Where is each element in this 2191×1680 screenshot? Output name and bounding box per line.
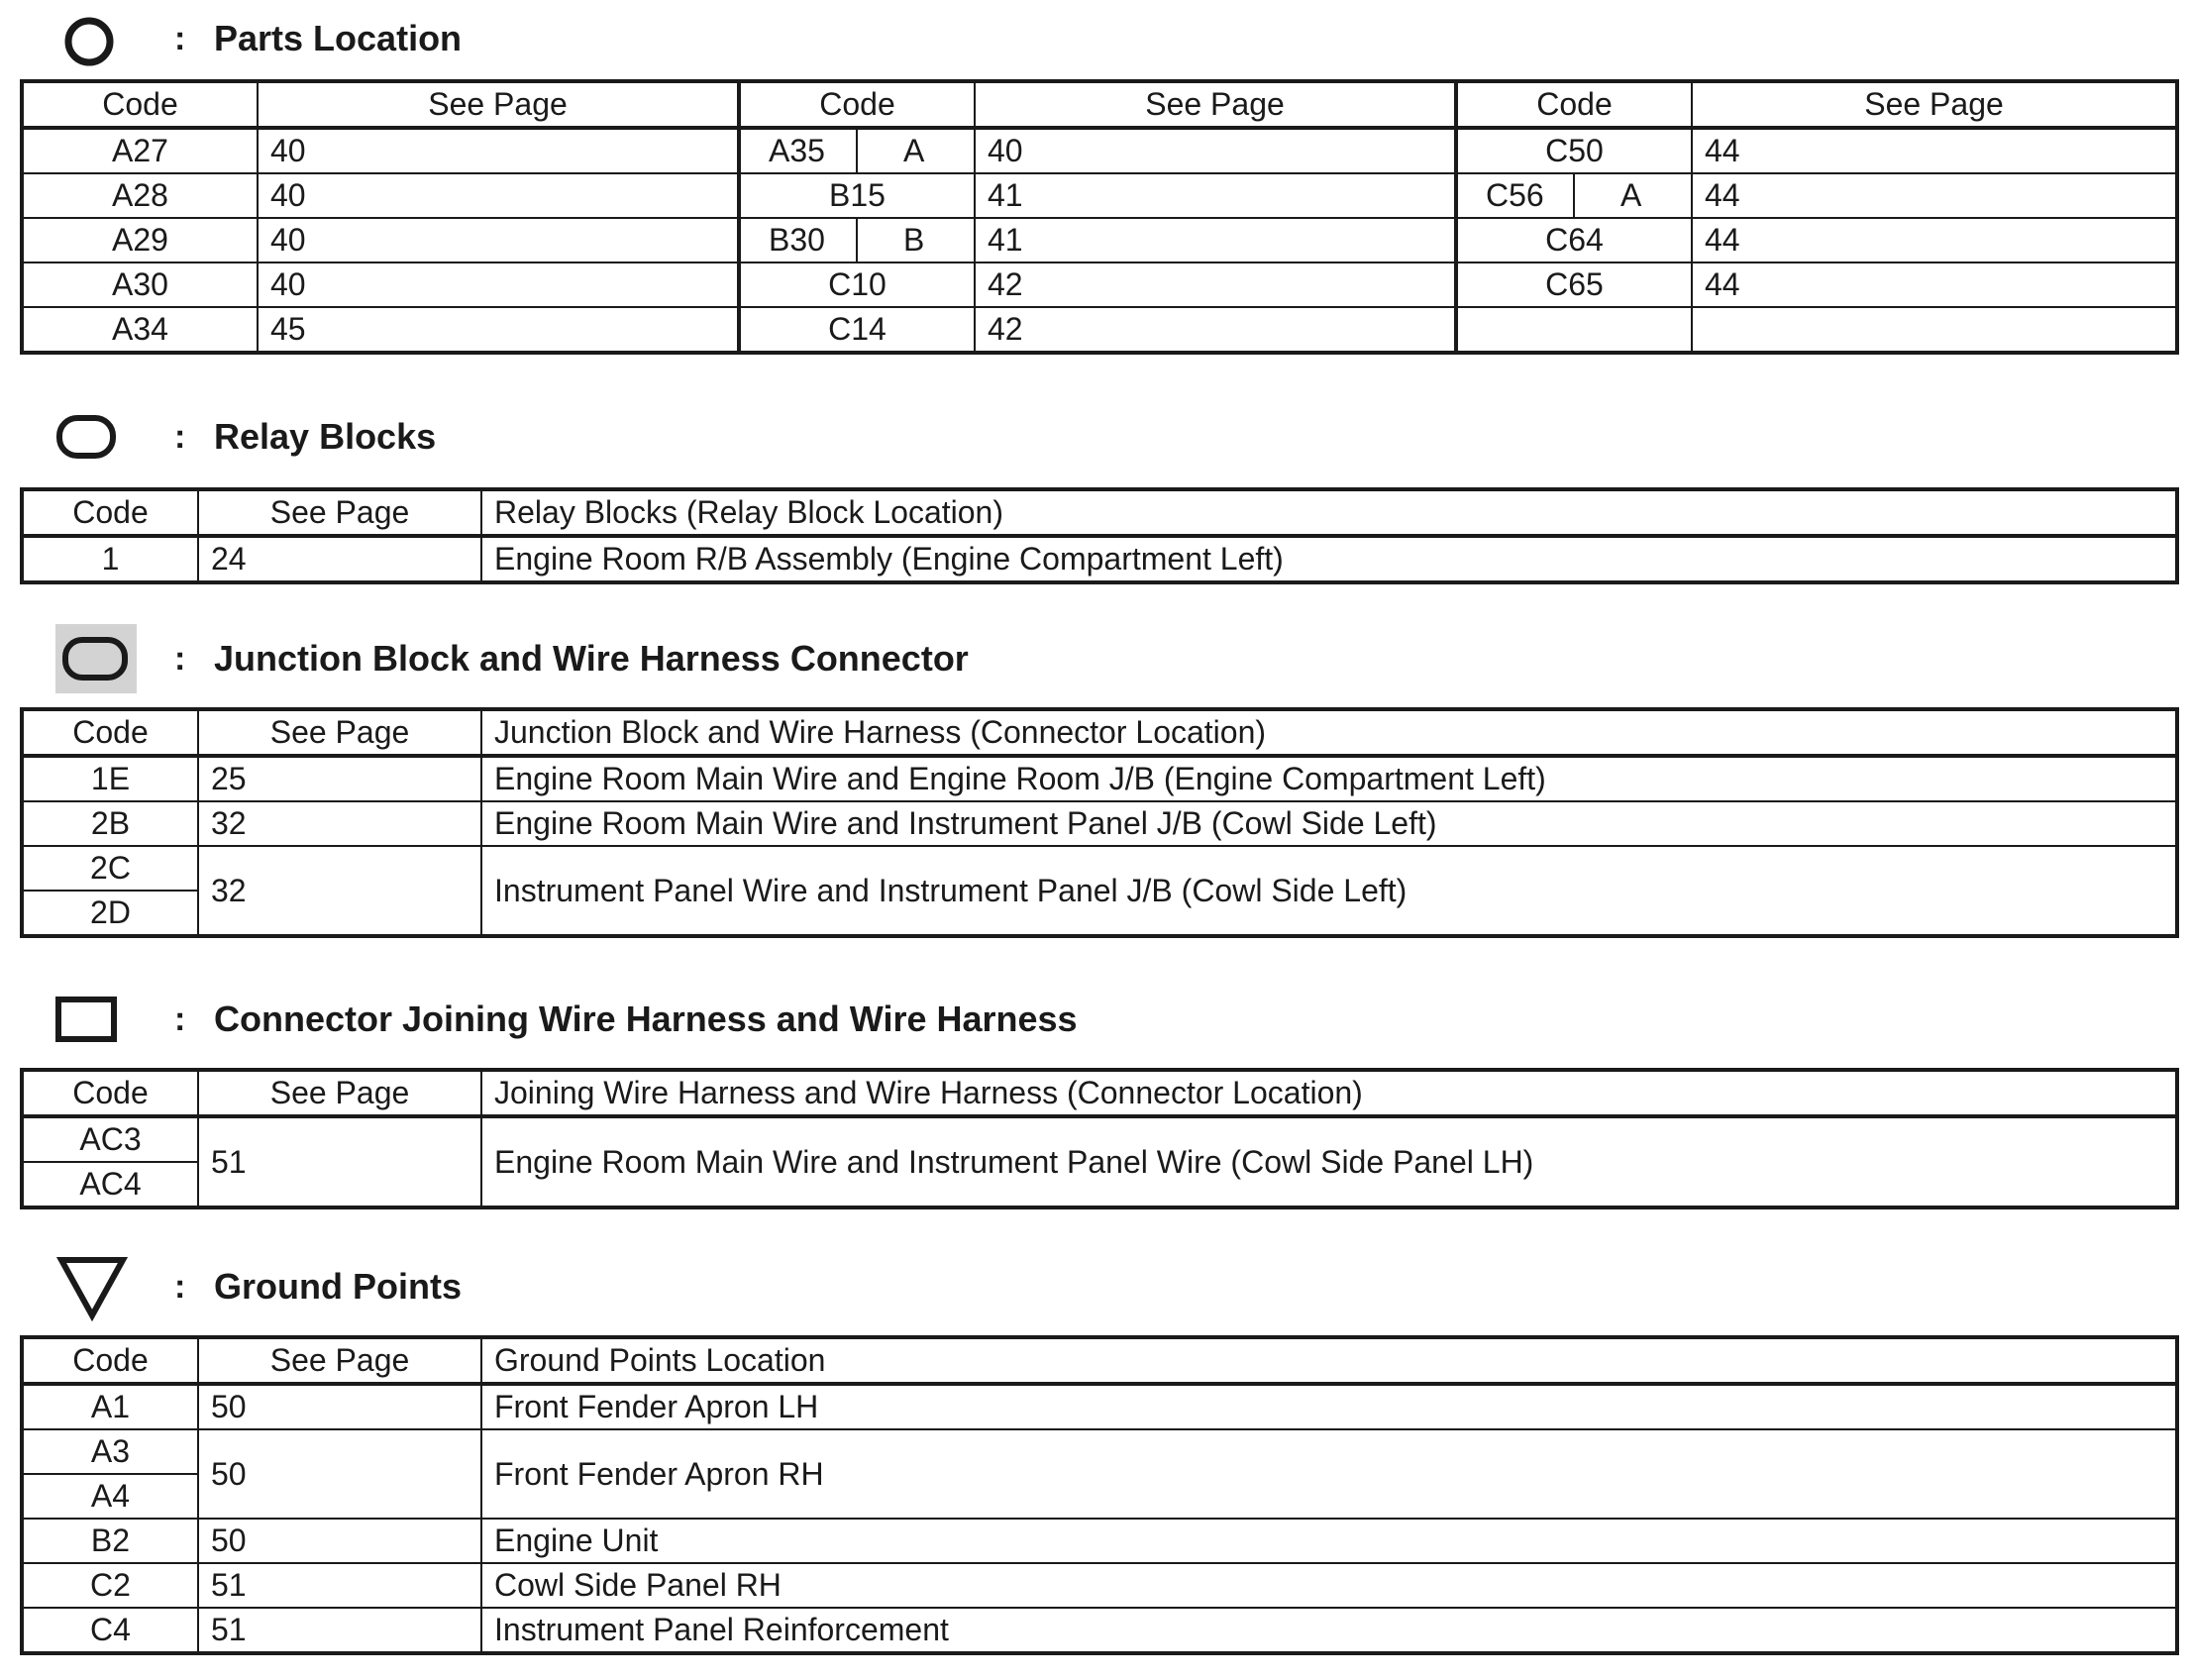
code-cell: 1 [22, 536, 198, 582]
code-main: C56 [1486, 177, 1544, 213]
code-cell-split [1456, 173, 1692, 218]
section-colon: : [174, 640, 186, 678]
section-title: Parts Location [214, 18, 463, 58]
page-cell: 24 [198, 536, 481, 582]
split-divider [856, 130, 858, 172]
code-cell: A29 [22, 218, 258, 262]
table-row [22, 801, 2177, 846]
description-cell: Instrument Panel Reinforcement [481, 1608, 2177, 1653]
split-divider [1573, 174, 1575, 217]
header-see-page: See Page [1692, 81, 2177, 128]
table-row [22, 1608, 2177, 1653]
code-cell-split [739, 128, 975, 173]
page-cell: 50 [198, 1429, 481, 1519]
parts-location-table [20, 79, 2179, 355]
code-cell: B2 [22, 1519, 198, 1563]
code-cell: A28 [22, 173, 258, 218]
section-colon: : [174, 418, 186, 456]
header-description: Relay Blocks (Relay Block Location) [481, 489, 2177, 536]
header-description: Junction Block and Wire Harness (Connector Location) [481, 709, 2177, 756]
shaded-rounded-rect-icon [61, 636, 131, 683]
table-row [22, 307, 2177, 353]
description-cell: Instrument Panel Wire and Instrument Panel J/B (Cowl Side Left) [481, 846, 2177, 936]
code-cell: AC3 [22, 1116, 198, 1162]
table-header-row [22, 81, 2177, 128]
header-code: Code [22, 489, 198, 536]
description-cell: Engine Room Main Wire and Engine Room J/B (Engine Compartment Left) [481, 756, 2177, 801]
page-cell: 50 [198, 1519, 481, 1563]
description-cell: Front Fender Apron LH [481, 1384, 2177, 1429]
page-cell: 44 [1692, 128, 2177, 173]
table-header-row [22, 1337, 2177, 1384]
section-colon: : [174, 1268, 186, 1306]
page-cell: 32 [198, 846, 481, 936]
code-cell: 2D [22, 891, 198, 936]
table-header-row [22, 1070, 2177, 1116]
code-sub: A [1620, 177, 1642, 213]
section-header-connector-joining [0, 977, 2191, 1056]
header-description: Joining Wire Harness and Wire Harness (Connector Location) [481, 1070, 2177, 1116]
page-cell: 42 [975, 262, 1456, 307]
section-title: Relay Blocks [214, 416, 437, 457]
code-cell: C50 [1456, 128, 1692, 173]
description-cell: Cowl Side Panel RH [481, 1563, 2177, 1608]
page-cell: 42 [975, 307, 1456, 353]
page-cell: 50 [198, 1384, 481, 1429]
code-cell: 2C [22, 846, 198, 891]
description-cell: Engine Room R/B Assembly (Engine Compartment Left) [481, 536, 2177, 582]
code-main: B30 [769, 222, 825, 258]
code-cell-empty [1456, 307, 1692, 353]
page-cell: 51 [198, 1116, 481, 1208]
code-cell-split [739, 218, 975, 262]
section-header-junction-block [0, 616, 2191, 695]
table-row [22, 262, 2177, 307]
table-header-row [22, 489, 2177, 536]
code-cell: A30 [22, 262, 258, 307]
code-sub: B [903, 222, 925, 258]
table-row [22, 1563, 2177, 1608]
description-cell: Front Fender Apron RH [481, 1429, 2177, 1519]
table-row [22, 536, 2177, 582]
junction-block-table [20, 707, 2179, 938]
split-divider [856, 219, 858, 262]
page-cell: 44 [1692, 218, 2177, 262]
code-cell: 2B [22, 801, 198, 846]
description-cell: Engine Room Main Wire and Instrument Panel Wire (Cowl Side Panel LH) [481, 1116, 2177, 1208]
header-code: Code [22, 1070, 198, 1116]
header-see-page: See Page [258, 81, 739, 128]
header-code: Code [22, 81, 258, 128]
code-cell: A1 [22, 1384, 198, 1429]
section-header-parts-location [0, 0, 2191, 79]
header-see-page: See Page [198, 709, 481, 756]
page-cell: 40 [975, 128, 1456, 173]
rounded-rect-icon [55, 414, 121, 462]
table-row [22, 1519, 2177, 1563]
section-title: Junction Block and Wire Harness Connector [214, 638, 969, 679]
table-row [22, 756, 2177, 801]
code-cell: A4 [22, 1474, 198, 1519]
header-code: Code [22, 709, 198, 756]
page-cell: 41 [975, 173, 1456, 218]
code-cell: C2 [22, 1563, 198, 1608]
header-code: Code [739, 81, 975, 128]
code-cell: A3 [22, 1429, 198, 1474]
header-see-page: See Page [975, 81, 1456, 128]
table-header-row [22, 709, 2177, 756]
code-cell: A27 [22, 128, 258, 173]
header-see-page: See Page [198, 1070, 481, 1116]
header-description: Ground Points Location [481, 1337, 2177, 1384]
page-cell: 44 [1692, 262, 2177, 307]
code-cell: C14 [739, 307, 975, 353]
section-colon: : [174, 1000, 186, 1038]
rectangle-icon [55, 997, 121, 1046]
code-cell: A34 [22, 307, 258, 353]
section-header-ground-points [0, 1244, 2191, 1323]
page-cell-empty [1692, 307, 2177, 353]
table-row [22, 173, 2177, 218]
code-cell: C4 [22, 1608, 198, 1653]
table-row [22, 1384, 2177, 1429]
header-see-page: See Page [198, 489, 481, 536]
table-row [22, 128, 2177, 173]
page-cell: 32 [198, 801, 481, 846]
table-row [22, 1116, 2177, 1162]
page-cell: 40 [258, 173, 739, 218]
page-cell: 41 [975, 218, 1456, 262]
table-row [22, 846, 2177, 891]
circle-icon [55, 14, 115, 69]
header-code: Code [1456, 81, 1692, 128]
code-cell: C10 [739, 262, 975, 307]
code-cell: AC4 [22, 1162, 198, 1208]
code-cell: C64 [1456, 218, 1692, 262]
header-code: Code [22, 1337, 198, 1384]
page-cell: 44 [1692, 173, 2177, 218]
page-cell: 40 [258, 128, 739, 173]
page-cell: 51 [198, 1563, 481, 1608]
code-main: A35 [769, 133, 825, 168]
code-cell: C65 [1456, 262, 1692, 307]
code-cell: 1E [22, 756, 198, 801]
table-row [22, 218, 2177, 262]
page-cell: 51 [198, 1608, 481, 1653]
section-colon: : [174, 20, 186, 57]
ground-points-table [20, 1335, 2179, 1655]
table-row [22, 1429, 2177, 1474]
connector-joining-table [20, 1068, 2179, 1209]
code-sub: A [903, 133, 925, 168]
header-see-page: See Page [198, 1337, 481, 1384]
section-title: Connector Joining Wire Harness and Wire Harness [214, 998, 1078, 1039]
section-title: Ground Points [214, 1266, 462, 1307]
code-cell: B15 [739, 173, 975, 218]
page-cell: 45 [258, 307, 739, 353]
triangle-down-icon [55, 1254, 131, 1321]
page-cell: 25 [198, 756, 481, 801]
description-cell: Engine Unit [481, 1519, 2177, 1563]
relay-blocks-table [20, 487, 2179, 584]
page-cell: 40 [258, 262, 739, 307]
section-header-relay-blocks [0, 394, 2191, 473]
page-cell: 40 [258, 218, 739, 262]
description-cell: Engine Room Main Wire and Instrument Panel J/B (Cowl Side Left) [481, 801, 2177, 846]
